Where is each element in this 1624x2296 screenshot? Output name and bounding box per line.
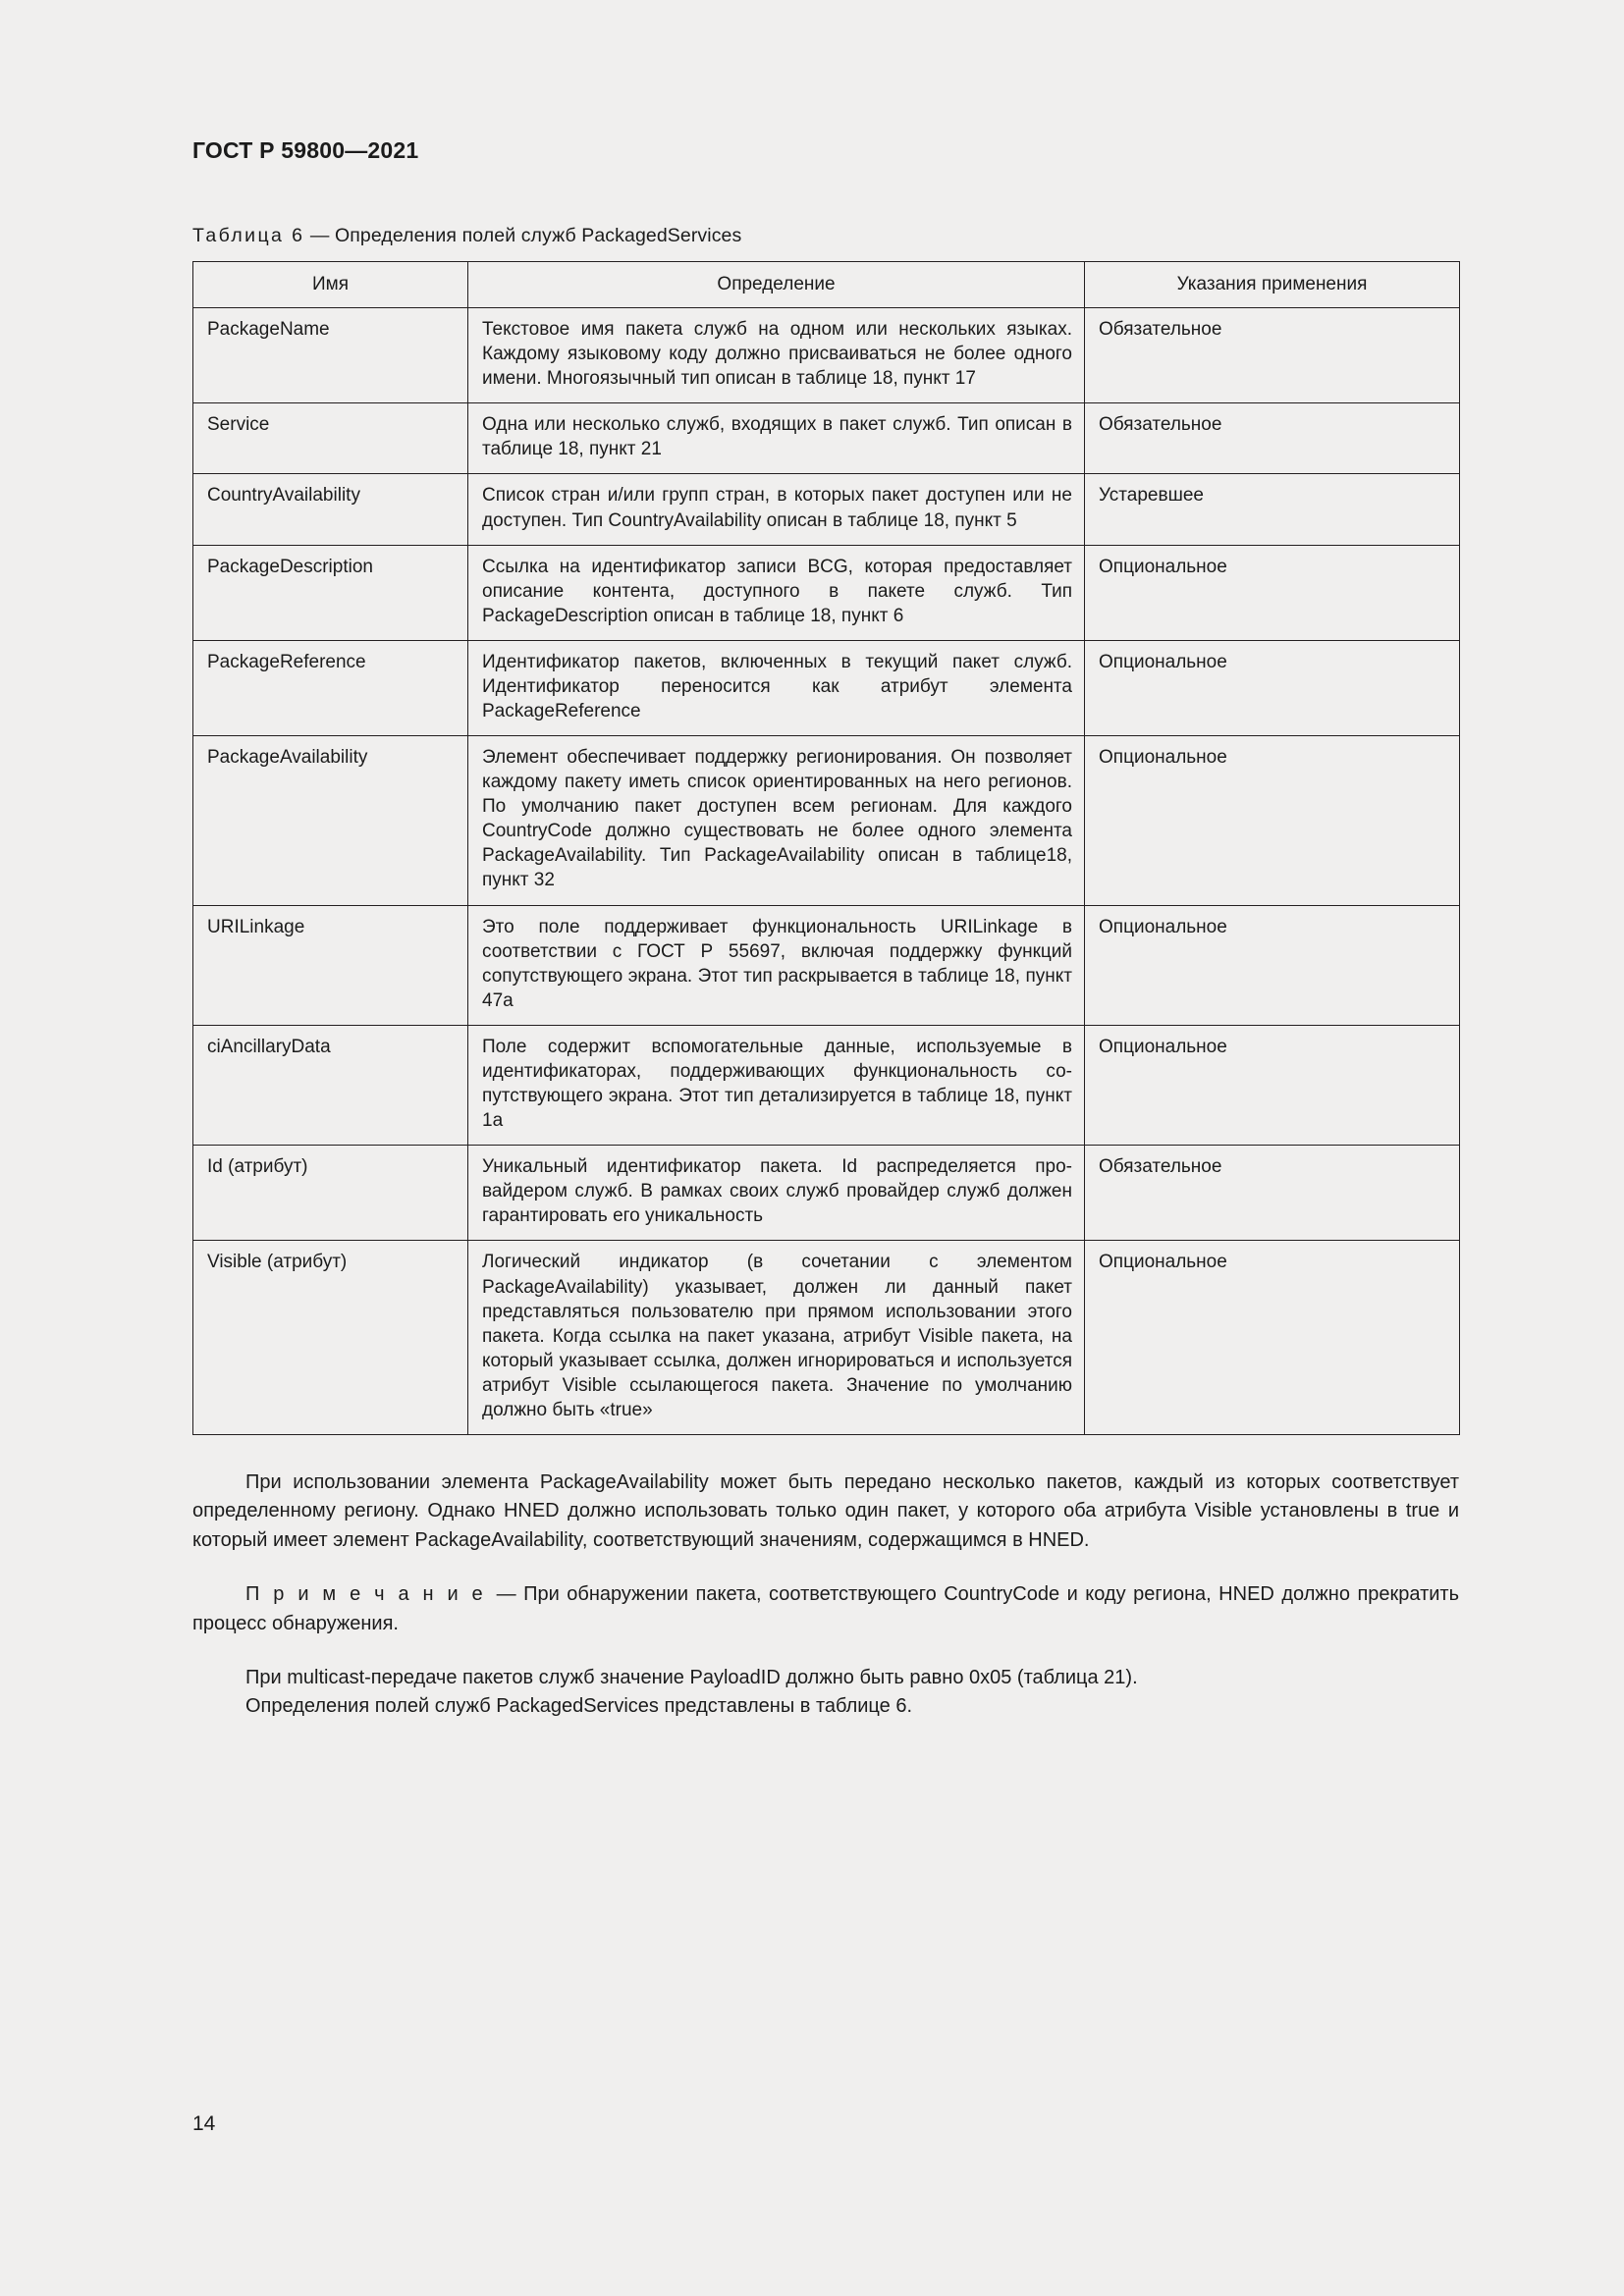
field-usage: Обязательное (1085, 308, 1460, 403)
packaged-services-fields-table (192, 261, 1460, 1435)
field-usage: Устаревшее (1085, 474, 1460, 545)
document-standard-header: ГОСТ Р 59800—2021 (192, 137, 419, 163)
paragraph-multicast: При multicast-передаче пакетов служб значение PayloadID должно быть равно 0x05 (таблица 21). (245, 1666, 1138, 1688)
field-definition: Логический индикатор (в сочетании с элементом PackageAvailability) указывает, должен ли данный пакет представляться пользователю при прямом использовании этого пакета. Когда ссылка на пакет указана, атрибут Visible пакета, на который указывает ссылка, должен игнорироваться и используется атрибут Visible ссылающегося пакета. Значение по умолчанию должно быть «true» (468, 1241, 1085, 1435)
field-usage: Опциональное (1085, 1241, 1460, 1435)
column-header-usage: Указания применения (1085, 262, 1460, 308)
field-name: PackageReference (193, 640, 468, 735)
field-name: Visible (атрибут) (193, 1241, 468, 1435)
field-name: ciAncillaryData (193, 1025, 468, 1145)
table-header-row (193, 262, 1460, 308)
field-usage: Опциональное (1085, 1025, 1460, 1145)
field-usage: Опциональное (1085, 545, 1460, 640)
table-caption-text: — Определения полей служб PackagedServices (304, 225, 742, 246)
field-name: Id (атрибут) (193, 1146, 468, 1241)
table-row (193, 736, 1460, 905)
field-definition: Идентификатор пакетов, включенных в текущий пакет служб. Идентификатор переносится как атрибут элемента PackageReference (468, 640, 1085, 735)
table-caption-label: Таблица 6 (192, 225, 305, 246)
field-name: PackageAvailability (193, 736, 468, 905)
field-name: PackageName (193, 308, 468, 403)
table-row (193, 1025, 1460, 1145)
page-content (192, 137, 1459, 1722)
field-definition: Текстовое имя пакета служб на одном или нескольких языках. Каждому языковому коду должно присваиваться не более одного имени. Многоязычный тип описан в таблице 18, пункт 17 (468, 308, 1085, 403)
field-usage: Опциональное (1085, 640, 1460, 735)
paragraph-package-availability: При использовании элемента PackageAvailability может быть передано несколько пакетов, каждый из которых соответствует определенному региону. Однако HNED должно использовать только один пакет, у которого оба атрибута Visible установлены в true и который имеет элемент PackageAvailability, соответствующий значениям, содержащимся в HNED. (192, 1470, 1459, 1551)
field-usage: Обязательное (1085, 403, 1460, 474)
note-paragraph (192, 1580, 1459, 1638)
table-row (193, 308, 1460, 403)
table-row (193, 905, 1460, 1025)
table-caption (192, 225, 1459, 247)
field-usage: Опциональное (1085, 905, 1460, 1025)
table-row (193, 1241, 1460, 1435)
column-header-definition: Определение (468, 262, 1085, 308)
field-usage: Опциональное (1085, 736, 1460, 905)
field-name: CountryAvailability (193, 474, 468, 545)
field-name: PackageDescription (193, 545, 468, 640)
table-row (193, 545, 1460, 640)
table-row (193, 1146, 1460, 1241)
paragraph-field-definitions: Определения полей служб PackagedServices представлены в таблице 6. (245, 1695, 912, 1718)
field-usage: Обязательное (1085, 1146, 1460, 1241)
field-name: Service (193, 403, 468, 474)
note-text: — При обнаружении пакета, соответствующего CountryCode и коду региона, HNED должно прекратить процесс обнаружения. (192, 1583, 1459, 1634)
note-label: П р и м е ч а н и е (245, 1583, 497, 1606)
page-number: 14 (192, 2112, 216, 2135)
field-definition: Это поле поддерживает функциональность URILinkage в соответствии с ГОСТ Р 55697, включая поддержку функций сопутствующего экрана. Этот тип раскрывается в таблице 18, пункт 47а (468, 905, 1085, 1025)
field-definition: Элемент обеспечивает поддержку регионирования. Он позволяет каждому пакету иметь список ориентированных на него регионов. По умолчанию пакет доступен всем регионам. Для каждого CountryCode должно существовать не более одного элемента PackageAvailability. Тип PackageAvailability описан в таблице18, пункт 32 (468, 736, 1085, 905)
field-definition: Одна или несколько служб, входящих в пакет служб. Тип описан в таблице 18, пункт 21 (468, 403, 1085, 474)
table-row (193, 640, 1460, 735)
field-definition: Список стран и/или групп стран, в которых пакет доступен или не доступен. Тип CountryAvailability описан в таблице 18, пункт 5 (468, 474, 1085, 545)
field-definition: Поле содержит вспомогательные данные, используемые в идентификаторах, поддерживающих функциональность сопутствующего экрана. Этот тип детализируется в таблице 18, пункт 1а (468, 1025, 1085, 1145)
field-definition: Ссылка на идентификатор записи BCG, которая предоставляет описание контента, доступного в пакете служб. Тип PackageDescription описан в таблице 18, пункт 6 (468, 545, 1085, 640)
table-row (193, 474, 1460, 545)
field-definition: Уникальный идентификатор пакета. Id распределяется провайдером служб. В рамках своих служб провайдер служб должен гарантировать его уникальность (468, 1146, 1085, 1241)
body-text (192, 1468, 1459, 1722)
column-header-name: Имя (193, 262, 468, 308)
table-row (193, 403, 1460, 474)
field-name: URILinkage (193, 905, 468, 1025)
